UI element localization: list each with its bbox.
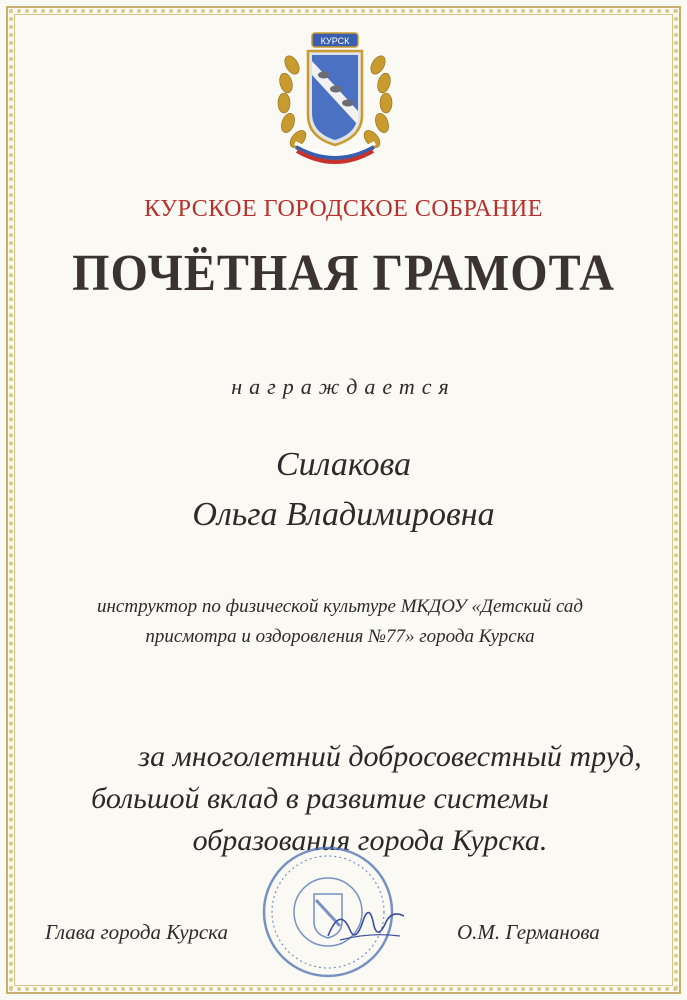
signature-icon xyxy=(320,896,410,956)
merit-line-2: большой вклад в развитие системы xyxy=(91,782,549,815)
kursk-coat-of-arms-icon xyxy=(270,25,400,175)
organization-title: КУРСКОЕ ГОРОДСКОЕ СОБРАНИЕ xyxy=(144,196,543,222)
merit-line-3: образования города Курска. xyxy=(192,824,548,857)
signatory-title: Глава города Курска xyxy=(45,920,228,944)
emblem-banner-text: КУРСК xyxy=(320,36,350,46)
merit-line-1: за многолетний добросовестный труд, xyxy=(138,740,642,773)
signatory-name: О.М. Германова xyxy=(457,920,600,944)
document-title: ПОЧЁТНАЯ ГРАМОТА xyxy=(72,244,615,303)
position-line-2: присмотра и оздоровления №77» города Курска xyxy=(145,626,535,647)
awarded-label: награждается xyxy=(231,374,456,399)
recipient-surname: Силакова xyxy=(275,446,412,483)
position-line-1: инструктор по физической культуре МКДОУ «Детский сад xyxy=(96,596,584,617)
recipient-given-names: Ольга Владимировна xyxy=(192,496,495,533)
recipient-position xyxy=(60,592,620,652)
